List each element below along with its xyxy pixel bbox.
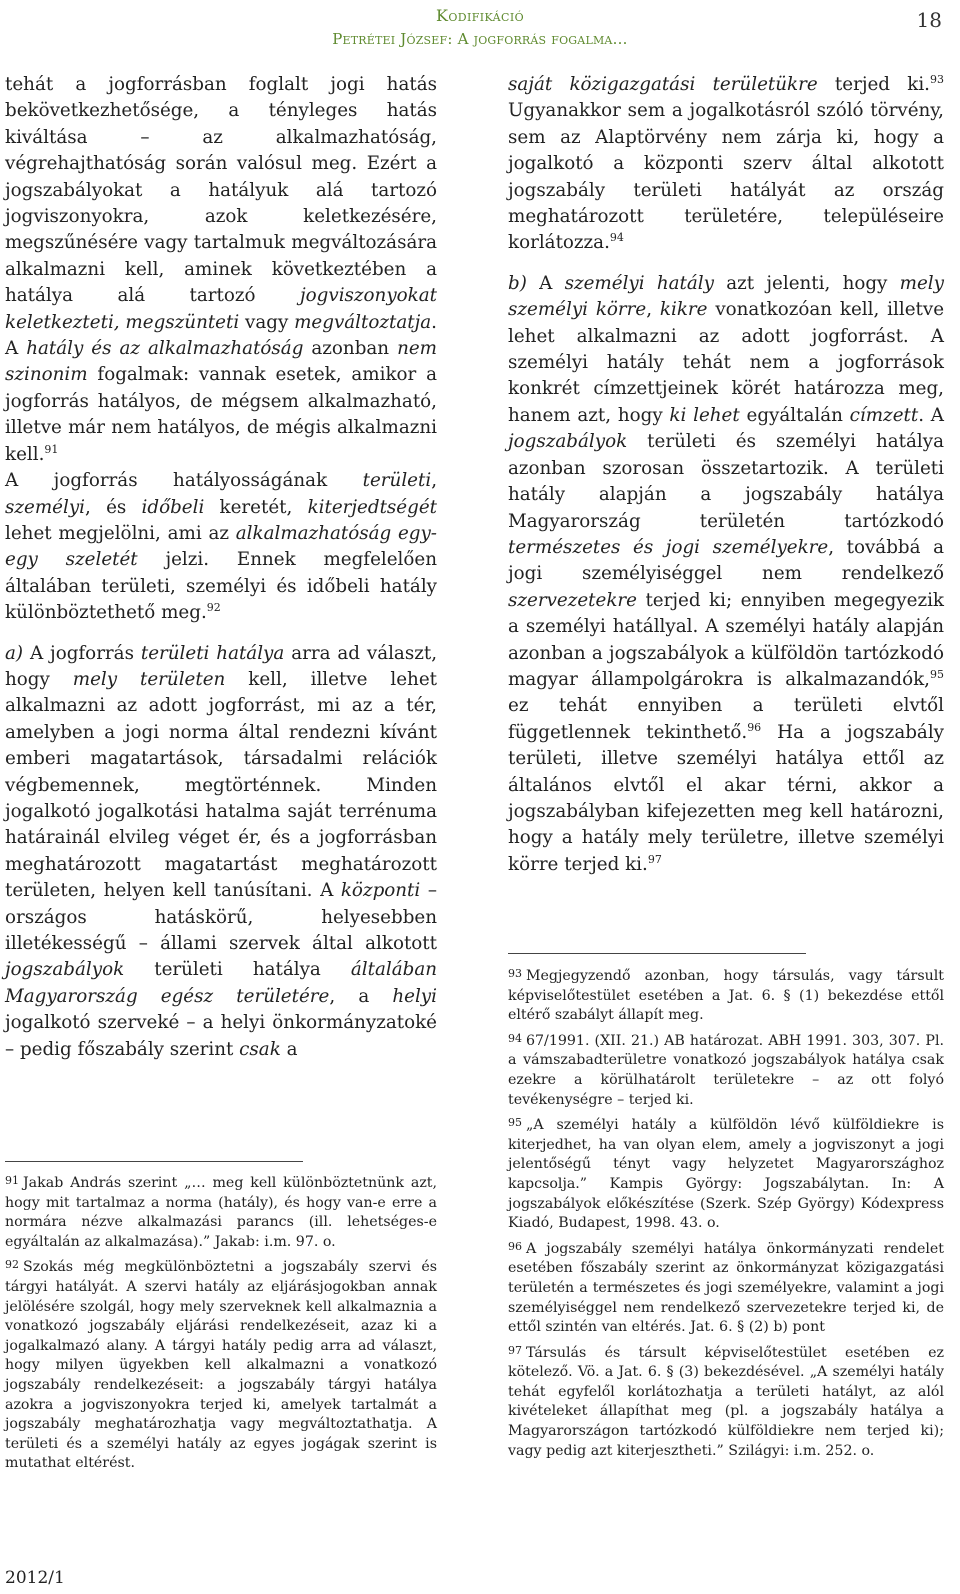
footnote-96: $^{96}$ A jogszabály személyi hatálya önkormányzati rendelet esetében főszabály szerint az önkormányzat közigazgatási területén a természetes és jogi személyekre, valamint a jogi személyiséggel nem rendelkező szervezetekre terjed ki, de ettől szintén van eltérés. Jat. 6. § (2) b) pont: [508, 1239, 944, 1336]
footnote-ref-92[interactable]: 92: [206, 601, 221, 615]
paragraph-teruleti-hataly: a) A jogforrás területi hatálya arra ad választ, hogy mely területen kell, illetve lehet alkalmazni az adott jogforrást, mi az a tér, amelyben a jogi norma által rendezni kívánt emberi magatartások, társadalmi relációk végbemennek, megtörténnek. Minden jogalkotó jogalkotási hatalma saját terrénuma határainál elvileg véget ér, és a jogforrásban meghatározott magatartást meghatározott területen, helyen kell tanúsítani. A központi – országos hatáskörű, helyesebben illetékességű – állami szervek által alkotott jogszabályok területi hatálya általában Magyarország egész területére, a helyi jogalkotó szerveké – a helyi önkormányzatoké – pedig főszabály szerint csak a: [5, 642, 438, 1060]
running-header: [0, 4, 960, 52]
footnote-separator-left: [5, 1161, 303, 1162]
left-column: [5, 72, 437, 1063]
footnote-ref-95[interactable]: 95: [930, 667, 944, 681]
footnote-91: $^{91}$ Jakab András szerint „… meg kell különböztetnünk azt, hogy mit tartalmaz a norma (hatály), és hogy van-e erre a normára nézve alkalmazási parancs (ill. lehetséges-e egyáltalán az alkalmazása).” Jakab: i.m. 97. o.: [5, 1174, 437, 1250]
paragraph-hatalyossag: tehát a jogforrásban foglalt jogi hatás bekövetkezhetősége, a tényleges hatás kiváltása – az alkalmazhatóság, végrehajthatóság során valósul meg. Ezért a jogszabályokat a hatályuk alá tartozó jogviszonyokra, azok keletkezésére, megszűnésére vagy tartalmuk megváltozására alkalmazni kell, aminek következtében a hatálya alá tartozó jogviszonyokat keletkezteti, megszünteti vagy megváltoztatja. A hatály és az alkalmazhatóság azonban nem szinonim fogalmak: vannak esetek, amikor a jogforrás hatályos, de mégsem alkalmazható, illetve már nem hatályos, de mégis alkalmazni kell.$^{91}$: [5, 74, 437, 465]
footnote-separator-right: [508, 953, 806, 954]
issue-footer: 2012/1: [5, 1568, 65, 1588]
paragraph-szemelyi-hataly: b) A személyi hatály azt jelenti, hogy mely személyi körre, kikre vonatkozóan kell, illetve lehet alkalmazni az adott jogforrást. A személyi hatály tehát nem a jogforrások konkrét címzettjeinek körét határozza meg, hanem azt, hogy ki lehet egyáltalán címzett. A jogszabályok területi és személyi hatálya azonban szorosan összetartozik. A területi hatály alapján a jogszabály hatálya Magyarország területén tartózkodó természetes és jogi személyekre, továbbá a jogi személyiséggel nem rendelkező szervezetekre terjed ki; ennyiben megegyezik a személyi hatállyal. A személyi hatály alapján azonban a jogszabályok a külföldön tartózkodó magyar állampolgárokra is alkalmazandók,$^{95}$ ez tehát ennyiben a területi elvtől függetlennek tekinthető.$^{96}$ Ha a jogszabály területi, illetve személyi hatálya ettől az általános elvtől el akar térni, akkor a jogszabályban kifejezetten meg kell határozni, hogy a hatály mely területre, illetve személyi körre terjed ki.$^{97}$: [508, 272, 945, 875]
article-running-title: Petrétei József: A jogforrás fogalma…: [332, 30, 628, 48]
right-column: [508, 72, 944, 878]
footnote-ref-94[interactable]: 94: [609, 231, 624, 245]
footnote-97: $^{97}$ Társulás és társult képviselőtestület esetében ez kötelező. Vö. a Jat. 6. § (3) bekezdésével. „A személyi hatály tehát egyfelől korlátozhatja a területi hatályt, az alól kivételeket állapíthat meg (pl. a jogszabály hatálya a Magyarországon tartózkodó külföldiekre nem terjed ki); vagy pedig azt kiterjesztheti.” Szilágyi: i.m. 252. o.: [508, 1343, 944, 1459]
footnote-ref-97[interactable]: 97: [647, 852, 662, 866]
page-number: 18: [916, 8, 942, 32]
footnote-93: $^{93}$ Megjegyzendő azonban, hogy társulás, vagy társult képviselőtestület esetében a Jat. 6. § (1) bekezdése ettől eltérő szabályt állapít meg.: [508, 967, 944, 1024]
footnotes-left: [5, 1171, 437, 1477]
journal-title: Kodifikáció: [435, 6, 524, 25]
paragraph-hataly-keretei: A jogforrás hatályosságának területi, személyi, és időbeli keretét, kiterjedtségét lehet megjelölni, ami az alkalmazhatóság egy-egy szeletét jelzi. Ennek megfelelően általában területi, személyi és időbeli hatály különböztethető meg.$^{92}$: [5, 470, 437, 624]
footnote-95: $^{95}$ „A személyi hatály a külföldön lévő külföldiekre is kiterjedhet, ha van olyan elem, amely a jogviszonyt a jogi jelentőségű tényt vagy helyzetet Magyarországhoz kapcsolja.” Kampis György: Jogszabálytan. In: A jogszabályok előkészítése (Szerk. Szép György) Kódexpress Kiadó, Budapest, 1998. 43. o.: [508, 1116, 944, 1232]
footnotes-right: [508, 964, 944, 1464]
footnote-ref-96[interactable]: 96: [747, 720, 762, 734]
footnote-ref-93[interactable]: 93: [930, 72, 944, 86]
footnote-ref-91[interactable]: 91: [44, 442, 59, 456]
footnote-94: $^{94}$ 67/1991. (XII. 21.) AB határozat. ABH 1991. 303, 307. Pl. a vámszabadterületre vonatkozó jogszabályok hatálya csak ezekre a körülhatárolt területekre – az ott folyó tevékenységre – terjed ki.: [508, 1031, 944, 1108]
paragraph-teruleti-hataly-cont: saját közigazgatási területükre terjed ki.$^{93}$ Ugyanakkor sem a jogalkotásról szóló törvény, sem az Alaptörvény nem zárja ki, hogy a jogalkotó a központi szerv által alkotott jogszabály területi hatályát az ország meghatározott területére, településeire korlátozza.$^{94}$: [508, 72, 944, 254]
footnote-92: $^{92}$ Szokás még megkülönböztetni a jogszabály szervi és tárgyi hatályát. A szervi hatály az eljárásjogokban annak jelölésére szolgál, hogy mely szerveknek kell alkalmaznia a vonatkozó jogszabály eljárási rendelkezéseit, azaz ki a jogalkalmazó alany. A tárgyi hatály pedig arra ad választ, hogy milyen ügyekben kell alkalmazni a vonatkozó jogszabály rendelkezéseit: a jogszabály tárgyi hatálya azokra a jogviszonyokra terjed ki, amelyek tartalmát a jogszabály meghatározhatja vagy megváltoztathatja. A területi és a személyi hatály az egyes jogágak szerint is mutathat eltérést.: [5, 1258, 437, 1472]
